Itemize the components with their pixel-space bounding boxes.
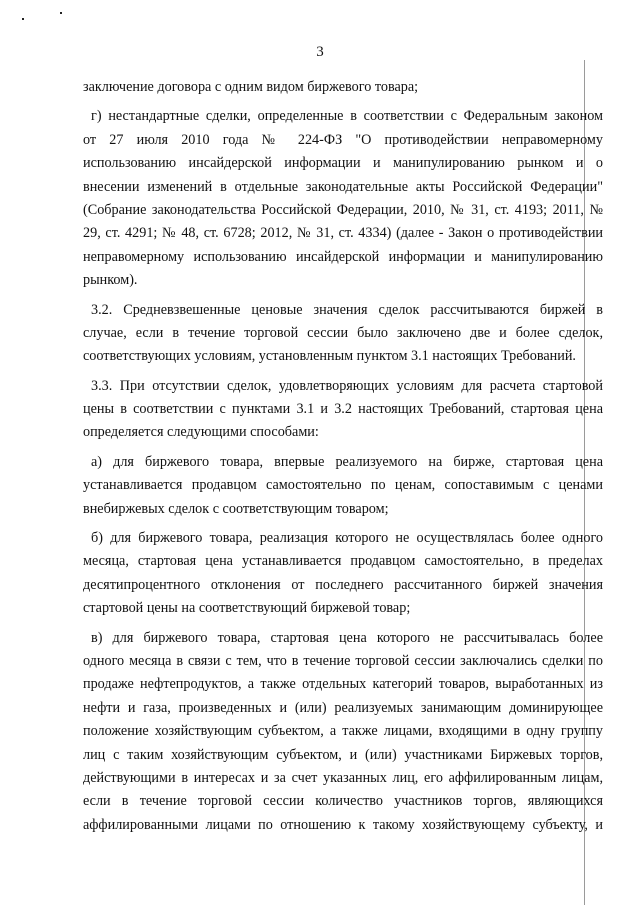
text-line: устанавливается продавцом самостоятельно по ценам, сопоставимым с ценами [83, 477, 603, 494]
text-line: внебиржевых сделок с соответствующим товаром; [83, 500, 389, 517]
text-line: аффилированными лицами по отношению к такому хозяйствующему субъекту, и [83, 816, 603, 833]
text-line: цены в соответствии с пунктами 3.1 и 3.2 настоящих Требований, стартовая цена [83, 401, 603, 418]
paragraph [83, 76, 603, 99]
text-line: нефти и газа, произведенных и (или) реализуемых занимающим доминирующее [83, 699, 603, 716]
text-line: случае, если в течение торговой сессии было заключено две и более сделок, [83, 324, 603, 341]
scan-speck [22, 18, 24, 20]
paragraph [83, 105, 603, 292]
text-line: 29, ст. 4291; № 48, ст. 6728; 2012, № 31, ст. 4334) (далее - Закон о противодействии [83, 225, 603, 242]
paragraph [83, 451, 603, 521]
text-line: действующими в интересах и за счет указанных лиц, его аффилированным лицам, [83, 769, 603, 786]
paragraph [83, 627, 603, 838]
text-line: неправомерному использованию инсайдерской информации и манипулированию [83, 248, 603, 265]
page-number: 3 [316, 44, 324, 60]
text-line: б) для биржевого товара, реализация которого не осуществлялась более одного [91, 530, 603, 547]
text-line: от 27 июля 2010 года № 224-ФЗ "О противодействии неправомерному [83, 131, 603, 148]
text-line: а) для биржевого товара, впервые реализуемого на бирже, стартовая цена [91, 453, 603, 470]
text-line: 3.2. Средневзвешенные ценовые значения сделок рассчитываются биржей в [91, 301, 603, 318]
text-line: (Собрание законодательства Российской Федерации, 2010, № 31, ст. 4193; 2011, № [83, 201, 603, 218]
text-line: заключение договора с одним видом биржевого товара; [83, 79, 419, 95]
text-line: внесении изменений в отдельные законодательные акты Российской Федерации" [83, 178, 603, 195]
text-line: в) для биржевого товара, стартовая цена которого не рассчитывалась более [91, 629, 603, 646]
text-line: если в течение торговой сессии количество участников торгов, являющихся [83, 793, 603, 810]
text-line: определяется следующими способами: [83, 424, 319, 441]
paragraph [83, 299, 603, 369]
scan-speck [60, 12, 62, 14]
text-line: положение хозяйствующим субъектом, а также лицами, входящими в одну группу [83, 723, 603, 740]
text-line: продаже нефтепродуктов, а также отдельных категорий товаров, выработанных из [83, 676, 603, 693]
text-line: использованию инсайдерской информации и манипулированию рынком и о [83, 155, 603, 172]
paragraph [83, 375, 603, 445]
text-line: лиц с таким хозяйствующим субъектом, и (или) участниками Биржевых торгов, [83, 746, 603, 763]
text-line: стартовой цены на соответствующий биржевой товар; [83, 600, 411, 617]
text-line: г) нестандартные сделки, определенные в соответствии с Федеральным законом [91, 108, 603, 125]
text-line: соответствующих условиям, установленным пунктом 3.1 настоящих Требований. [83, 348, 576, 365]
document-body [83, 76, 603, 843]
text-line: одного месяца в связи с тем, что в течение торговой сессии заключались сделки по [83, 652, 603, 669]
paragraph [83, 527, 603, 621]
text-line: десятипроцентного отклонения от последнего рассчитанного биржей значения [83, 576, 603, 593]
text-line: 3.3. При отсутствии сделок, удовлетворяющих условиям для расчета стартовой [91, 377, 603, 394]
text-line: рынком). [83, 272, 138, 289]
text-line: месяца, стартовая цена устанавливается продавцом самостоятельно, в пределах [83, 553, 603, 570]
